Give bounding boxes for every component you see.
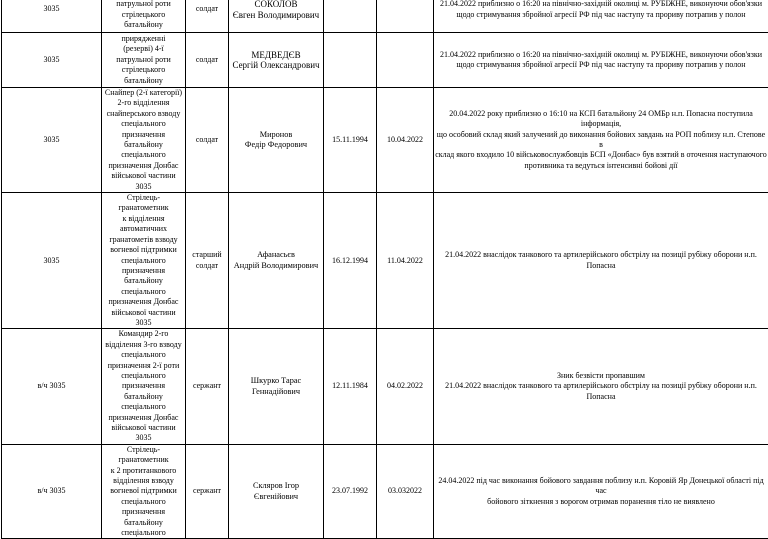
date-cell: 10.04.2022 [377, 88, 434, 193]
description-cell: 21.04.2022 внаслідок танкового та артилерійського обстрілу на позиції рубіжу оборони н.п. Попасна [434, 193, 768, 329]
table-row [2, 0, 768, 33]
table-row [2, 444, 768, 539]
position-cell: Стрілець-гранатометник к 2 протитанкового відділення взводу вогневої підтримки спеціального призначення батальйону спеціального [102, 444, 186, 539]
name-cell: СОКОЛОВ Євген Володимирович [229, 0, 324, 33]
date-cell: 11.04.2022 [377, 193, 434, 329]
description-cell: 21.04.2022 приблизно о 16:20 на північно-західній околиці м. РУБІЖНЕ, виконуючи обов'язки щодо стримування збройної агресії РФ під час наступу та прориву потрапив у полон [434, 33, 768, 88]
description-cell: 24.04.2022 під час виконання бойового завдання поблизу н.п. Коровій Яр Донецької області під час бойового зіткнення з ворогом отримав поранення тіло не виявлено [434, 444, 768, 539]
birth-date-cell: 23.07.1992 [324, 444, 377, 539]
table-row [2, 193, 768, 329]
unit-cell: 3035 [2, 33, 102, 88]
rank-cell: старший солдат [186, 193, 229, 329]
position-cell: Командир 2-го відділення 3-го взводу спеціального призначення 2-ї роти спеціального призначення батальйону спеціального призначення Донбас військової частини 3035 [102, 329, 186, 444]
date-cell [377, 33, 434, 88]
birth-date-cell: 16.12.1994 [324, 193, 377, 329]
unit-cell: 3035 [2, 193, 102, 329]
birth-date-cell [324, 33, 377, 88]
rank-cell: солдат [186, 0, 229, 33]
table-row [2, 33, 768, 88]
unit-cell: 3035 [2, 88, 102, 193]
description-cell: Зник безвісти пропавшим 21.04.2022 внаслідок танкового та артилерійського обстрілу на позиції рубіжу оборони н.п. Попасна [434, 329, 768, 444]
name-cell: Шкурко Тарас Геннадійович [229, 329, 324, 444]
date-cell: 03.032022 [377, 444, 434, 539]
casualty-table [1, 0, 768, 539]
name-cell: Афанасьєв Андрій Володимирович [229, 193, 324, 329]
table-row [2, 329, 768, 444]
date-cell: 04.02.2022 [377, 329, 434, 444]
date-cell [377, 0, 434, 33]
unit-cell: в/ч 3035 [2, 329, 102, 444]
rank-cell: сержант [186, 329, 229, 444]
table-row [2, 88, 768, 193]
position-cell: Стрілець-гранатометник к відділення автоматичних гранатометів взводу вогневої підтримки спеціального призначення батальйону спеціального призначення Донбас військової частини 3035 [102, 193, 186, 329]
rank-cell: сержант [186, 444, 229, 539]
birth-date-cell: 15.11.1994 [324, 88, 377, 193]
unit-cell: 3035 [2, 0, 102, 33]
unit-cell: в/ч 3035 [2, 444, 102, 539]
description-cell: 21.04.2022 приблизно о 16:20 на північно-західній околиці м. РУБІЖНЕ, виконуючи обов'язки щодо стримування збройної агресії РФ під час наступу та прориву потрапив у полон [434, 0, 768, 33]
rank-cell: солдат [186, 33, 229, 88]
name-cell: Миронов Федір Федорович [229, 88, 324, 193]
position-cell: патрульної роти стрілецького батальйону [102, 0, 186, 33]
position-cell: Снайпер (2-ї категорії) 2-го відділення снайперського взводу спеціального призначення батальйону спеціального призначення Донбас військової частини 3035 [102, 88, 186, 193]
name-cell: МЕДВЕДЄВ Сергій Олександрович [229, 33, 324, 88]
position-cell: прирядженні (резерві) 4-ї патрульної роти стрілецького батальйону [102, 33, 186, 88]
rank-cell: солдат [186, 88, 229, 193]
birth-date-cell: 12.11.1984 [324, 329, 377, 444]
description-cell: 20.04.2022 року приблизно о 16:10 на КСП батальйону 24 ОМБр н.п. Попасна поступила інформація, що особовий склад який залучений до виконання бойових завдань на РОП поблизу н.п. Степове в склад якого входило 10 військовослужбовців БСП «Донбас» був взятий в оточення наступаючого противника та ведуться інтенсивні бойові дії [434, 88, 768, 193]
birth-date-cell [324, 0, 377, 33]
name-cell: Скляров Ігор Євгенійович [229, 444, 324, 539]
